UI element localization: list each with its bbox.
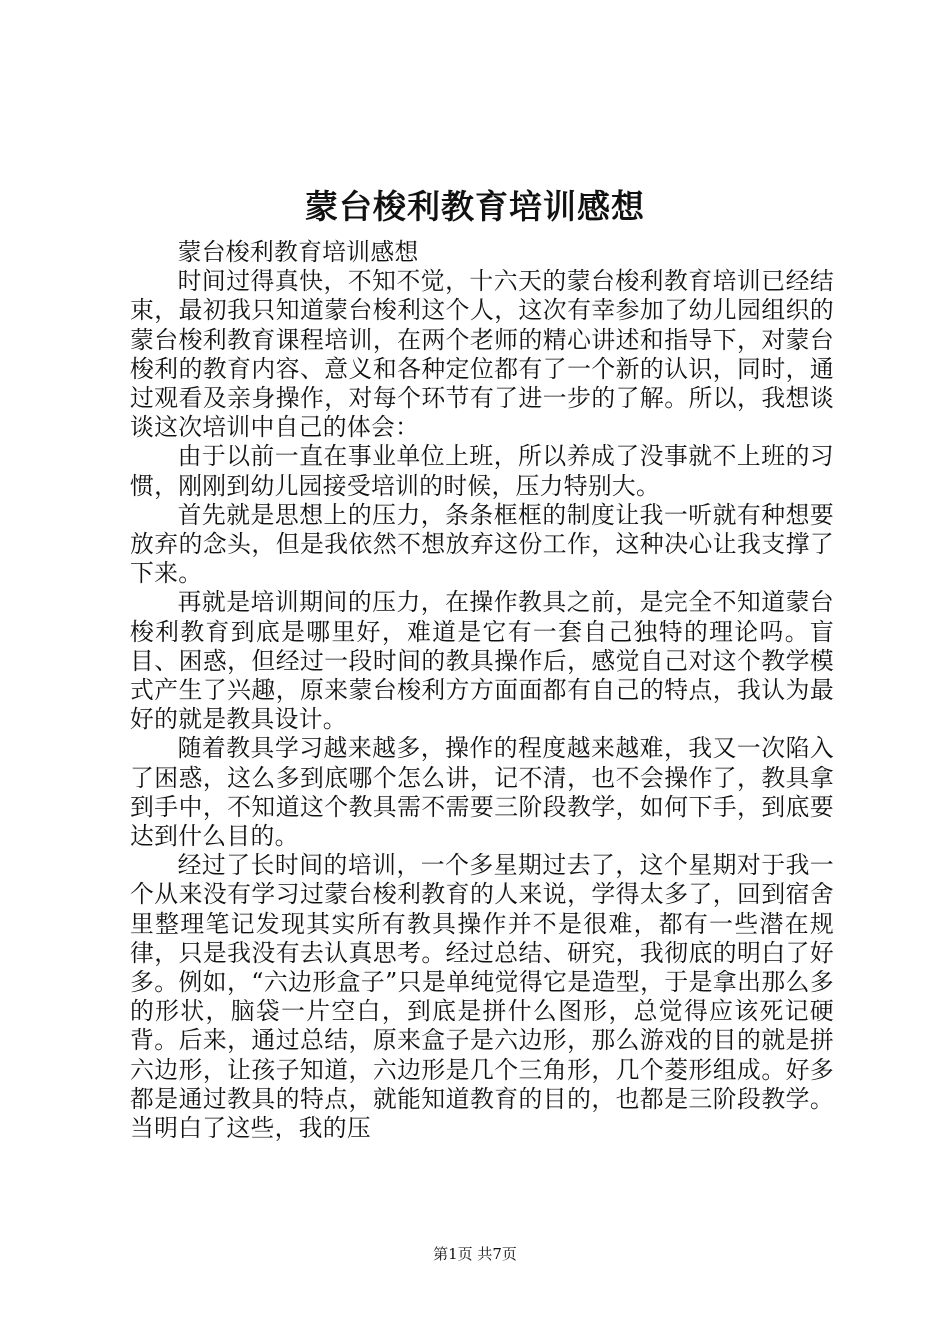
paragraph: 再就是培训期间的压力，在操作教具之前，是完全不知道蒙台梭利教育到底是哪里好，难道是它有一套自己独特的理论吗。盲目、困惑，但经过一段时间的教具操作后，感觉自己对这个教学模式产生了兴趣，原来蒙台梭利方方面面都有自己的特点，我认为最好的就是教具设计。: [130, 588, 834, 734]
paragraph: 蒙台梭利教育培训感想: [177, 238, 419, 266]
document-body: [130, 238, 834, 1143]
paragraph: 经过了长时间的培训，一个多星期过去了，这个星期对于我一个从来没有学习过蒙台梭利教育的人来说，学得太多了，回到宿舍里整理笔记发现其实所有教具操作并不是很难，都有一些潜在规律，只是我没有去认真思考。经过总结、研究，我彻底的明白了好多。例如，“六边形盒子”只是单纯觉得它是造型，于是拿出那么多的形状，脑袋一片空白，到底是拼什么图形，总觉得应该死记硬背。后来，通过总结，原来盒子是六边形，那么游戏的目的就是拼六边形，让孩子知道，六边形是几个三角形，几个菱形组成。好多都是通过教具的特点，就能知道教育的目的，也都是三阶段教学。当明白了这些，我的压: [130, 851, 834, 1143]
page-footer: 第1页 共7页: [433, 1245, 517, 1263]
paragraph: 首先就是思想上的压力，条条框框的制度让我一听就有种想要放弃的念头，但是我依然不想放弃这份工作，这种决心让我支撑了下来。: [130, 500, 834, 588]
document-title: 蒙台梭利教育培训感想: [305, 187, 645, 226]
paragraph: 时间过得真快，不知不觉，十六天的蒙台梭利教育培训已经结束，最初我只知道蒙台梭利这个人，这次有幸参加了幼儿园组织的蒙台梭利教育课程培训，在两个老师的精心讲述和指导下，对蒙台梭利的教育内容、意义和各种定位都有了一个新的认识，同时，通过观看及亲身操作，对每个环节有了进一步的了解。所以，我想谈谈这次培训中自己的体会：: [130, 267, 834, 442]
paragraph: 随着教具学习越来越多，操作的程度越来越难，我又一次陷入了困惑，这么多到底哪个怎么讲，记不清，也不会操作了，教具拿到手中，不知道这个教具需不需要三阶段教学，如何下手，到底要达到什么目的。: [130, 734, 834, 851]
paragraph: 由于以前一直在事业单位上班，所以养成了没事就不上班的习惯，刚刚到幼儿园接受培训的时候，压力特别大。: [130, 442, 834, 500]
